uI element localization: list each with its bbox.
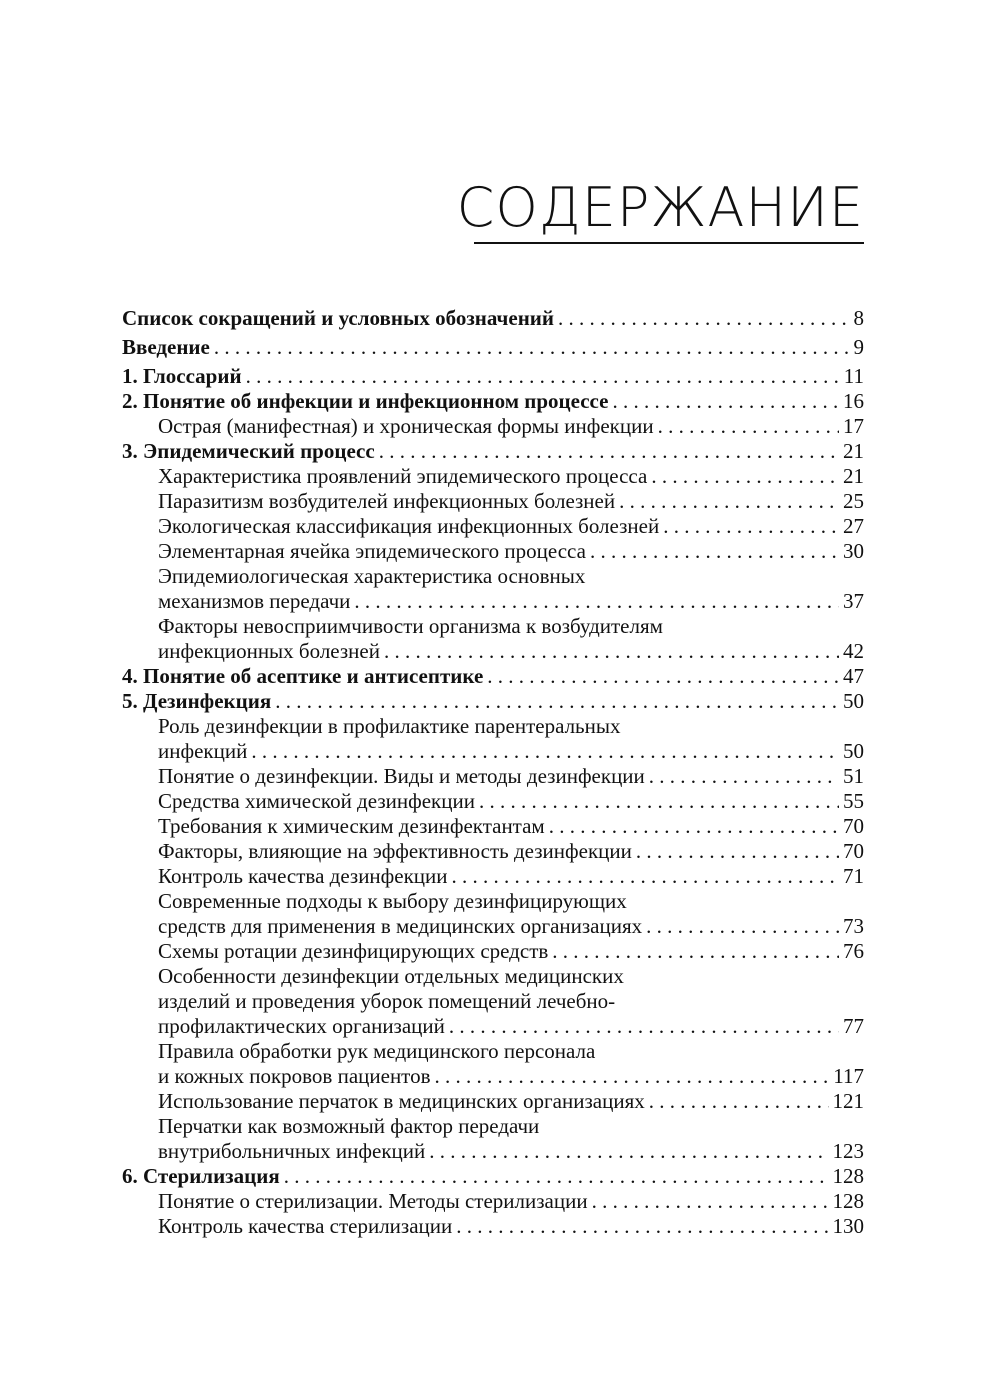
toc-page-number: 71 xyxy=(843,864,864,888)
toc-entry-line xyxy=(122,664,864,689)
dot-leader xyxy=(663,514,839,539)
toc-page-number: 21 xyxy=(843,464,864,488)
dot-leader xyxy=(456,1214,828,1239)
dot-leader xyxy=(651,464,839,489)
toc-entry-line xyxy=(122,1064,864,1089)
toc-entry-line xyxy=(122,489,864,514)
toc-entry-line xyxy=(122,714,864,739)
dot-leader xyxy=(429,1139,828,1164)
toc-entry-line xyxy=(122,839,864,864)
toc-entry-line xyxy=(122,939,864,964)
toc-entry-line xyxy=(122,789,864,814)
toc-page-number: 73 xyxy=(843,914,864,938)
toc-entry-title: Характеристика проявлений эпидемического процесса xyxy=(158,464,648,488)
toc-entry-line xyxy=(122,439,864,464)
page-title: СОДЕРЖАНИЕ xyxy=(456,176,864,239)
toc-entry-line xyxy=(122,464,864,489)
toc-entry-line xyxy=(122,1164,864,1189)
toc-entry-line xyxy=(122,1039,864,1064)
toc-page-number: 27 xyxy=(843,514,864,538)
toc-entry-title: Особенности дезинфекции отдельных медицинских xyxy=(158,964,624,988)
toc-entry-title: 2. Понятие об инфекции и инфекционном процессе xyxy=(122,389,609,413)
dot-leader xyxy=(649,764,839,789)
toc-page-number: 50 xyxy=(843,689,864,713)
dot-leader xyxy=(452,864,839,889)
toc-entry-title: средств для применения в медицинских организациях xyxy=(158,914,643,938)
dot-leader xyxy=(649,1089,829,1114)
toc-entry-title: Контроль качества дезинфекции xyxy=(158,864,448,888)
toc-entry-title: Паразитизм возбудителей инфекционных болезней xyxy=(158,489,616,513)
toc-entry-line xyxy=(122,614,864,639)
toc-entry-title: инфекций xyxy=(158,739,248,763)
dot-leader xyxy=(449,1014,839,1039)
toc-entry-line xyxy=(122,514,864,539)
dot-leader xyxy=(246,364,840,389)
dot-leader xyxy=(275,689,839,714)
toc-page-number: 42 xyxy=(843,639,864,663)
toc-page-number: 117 xyxy=(833,1064,864,1088)
table-of-contents xyxy=(122,306,864,1239)
dot-leader xyxy=(612,389,839,414)
toc-entry-line xyxy=(122,889,864,914)
toc-entry-title: изделий и проведения уборок помещений лечебно- xyxy=(158,989,616,1013)
toc-entry-title: Средства химической дезинфекции xyxy=(158,789,475,813)
dot-leader xyxy=(646,914,839,939)
toc-entry-title: Требования к химическим дезинфектантам xyxy=(158,814,545,838)
title-underline xyxy=(474,242,864,244)
toc-page-number: 70 xyxy=(843,839,864,863)
toc-entry-line xyxy=(122,1114,864,1139)
toc-page-number: 8 xyxy=(853,306,864,330)
toc-entry-title: профилактических организаций xyxy=(158,1014,445,1038)
toc-page-number: 55 xyxy=(843,789,864,813)
toc-page-number: 21 xyxy=(843,439,864,463)
toc-entry-line xyxy=(122,1089,864,1114)
toc-page-number: 77 xyxy=(843,1014,864,1038)
dot-leader xyxy=(284,1164,829,1189)
dot-leader xyxy=(384,639,839,664)
toc-entry-title: Введение xyxy=(122,335,210,359)
dot-leader xyxy=(487,664,839,689)
toc-page-number: 70 xyxy=(843,814,864,838)
toc-entry-title: Роль дезинфекции в профилактике парентеральных xyxy=(158,714,621,738)
toc-entry-title: Схемы ротации дезинфицирующих средств xyxy=(158,939,549,963)
toc-page-number: 9 xyxy=(853,335,864,359)
toc-entry-title: Факторы, влияющие на эффективность дезинфекции xyxy=(158,839,632,863)
toc-entry-title: Перчатки как возможный фактор передачи xyxy=(158,1114,540,1138)
toc-entry-line xyxy=(122,864,864,889)
dot-leader xyxy=(636,839,839,864)
toc-entry-title: 6. Стерилизация xyxy=(122,1164,280,1188)
dot-leader xyxy=(619,489,839,514)
dot-leader xyxy=(251,739,839,764)
toc-page-number: 47 xyxy=(843,664,864,688)
toc-entry-title: Контроль качества стерилизации xyxy=(158,1214,453,1238)
toc-entry-title: 1. Глоссарий xyxy=(122,364,242,388)
toc-entry-title: Современные подходы к выбору дезинфицирующих xyxy=(158,889,627,913)
toc-page-number: 121 xyxy=(832,1089,864,1113)
toc-entry-line xyxy=(122,306,864,331)
toc-entry-line xyxy=(122,539,864,564)
toc-entry-title: 5. Дезинфекция xyxy=(122,689,272,713)
toc-page-number: 17 xyxy=(843,414,864,438)
toc-entry-line xyxy=(122,689,864,714)
toc-page-number: 128 xyxy=(832,1189,864,1213)
dot-leader xyxy=(592,1189,829,1214)
toc-entry-line xyxy=(122,1189,864,1214)
toc-page-number: 51 xyxy=(843,764,864,788)
toc-entry-line xyxy=(122,564,864,589)
toc-entry-line xyxy=(122,764,864,789)
dot-leader xyxy=(658,414,839,439)
toc-entry-title: Экологическая классификация инфекционных болезней xyxy=(158,514,660,538)
toc-page-number: 16 xyxy=(843,389,864,413)
toc-entry-line xyxy=(122,589,864,614)
toc-entry-line xyxy=(122,989,864,1014)
toc-page-number: 30 xyxy=(843,539,864,563)
toc-entry-line xyxy=(122,814,864,839)
dot-leader xyxy=(479,789,839,814)
toc-entry-title: 3. Эпидемический процесс xyxy=(122,439,375,463)
toc-entry-line xyxy=(122,1214,864,1239)
dot-leader xyxy=(354,589,839,614)
toc-entry-line xyxy=(122,364,864,389)
dot-leader xyxy=(590,539,839,564)
toc-entry-line xyxy=(122,914,864,939)
dot-leader xyxy=(549,814,839,839)
dot-leader xyxy=(435,1064,830,1089)
toc-page-number: 123 xyxy=(832,1139,864,1163)
toc-entry-line xyxy=(122,964,864,989)
toc-page-number: 128 xyxy=(832,1164,864,1188)
toc-entry-line xyxy=(122,389,864,414)
toc-entry-line xyxy=(122,1139,864,1164)
toc-entry-line xyxy=(122,739,864,764)
toc-page-number: 76 xyxy=(843,939,864,963)
toc-entry-title: Эпидемиологическая характеристика основных xyxy=(158,564,586,588)
toc-entry-line xyxy=(122,639,864,664)
toc-entry-title: Список сокращений и условных обозначений xyxy=(122,306,554,330)
toc-entry-title: Понятие о дезинфекции. Виды и методы дезинфекции xyxy=(158,764,645,788)
toc-entry-title: механизмов передачи xyxy=(158,589,351,613)
toc-page-number: 37 xyxy=(843,589,864,613)
toc-page-number: 25 xyxy=(843,489,864,513)
toc-entry-line xyxy=(122,414,864,439)
toc-entry-title: и кожных покровов пациентов xyxy=(158,1064,431,1088)
toc-entry-title: внутрибольничных инфекций xyxy=(158,1139,426,1163)
toc-entry-title: Использование перчаток в медицинских организациях xyxy=(158,1089,645,1113)
toc-page-number: 50 xyxy=(843,739,864,763)
toc-entry-title: Острая (манифестная) и хроническая формы инфекции xyxy=(158,414,654,438)
toc-entry-title: инфекционных болезней xyxy=(158,639,380,663)
toc-page-number: 11 xyxy=(843,364,864,388)
toc-entry-title: Факторы невосприимчивости организма к возбудителям xyxy=(158,614,663,638)
toc-page-number: 130 xyxy=(832,1214,864,1238)
dot-leader xyxy=(379,439,839,464)
toc-entry-line xyxy=(122,335,864,360)
toc-entry-title: Понятие о стерилизации. Методы стерилизации xyxy=(158,1189,588,1213)
toc-entry-title: 4. Понятие об асептике и антисептике xyxy=(122,664,484,688)
dot-leader xyxy=(214,335,850,360)
dot-leader xyxy=(552,939,839,964)
toc-entry-title: Правила обработки рук медицинского персонала xyxy=(158,1039,596,1063)
toc-entry-line xyxy=(122,1014,864,1039)
dot-leader xyxy=(558,306,850,331)
toc-entry-title: Элементарная ячейка эпидемического процесса xyxy=(158,539,586,563)
